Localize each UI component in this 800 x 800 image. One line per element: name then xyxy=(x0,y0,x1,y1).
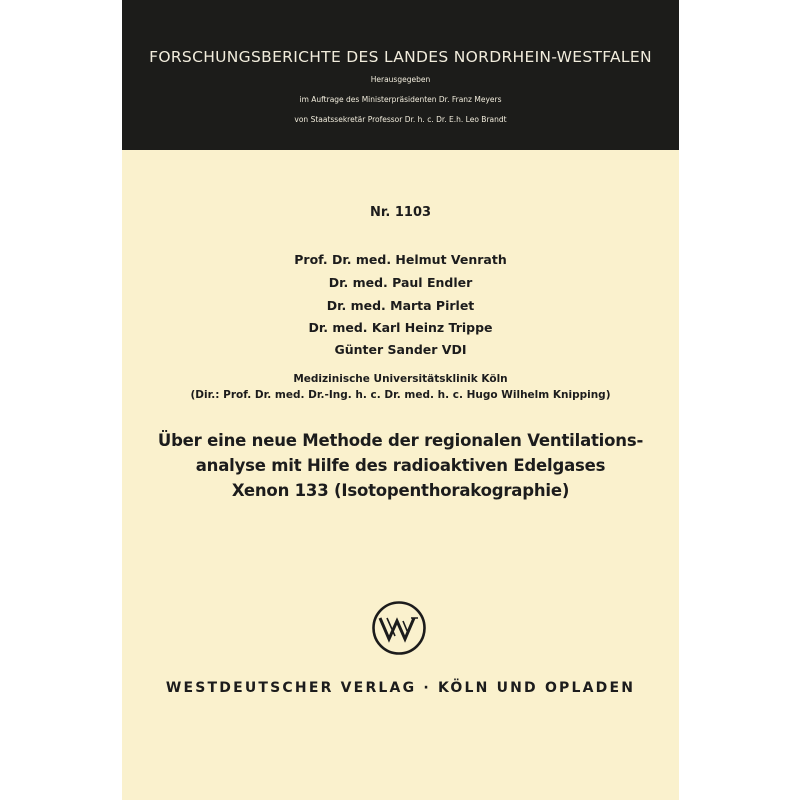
book-cover xyxy=(122,0,679,800)
author-name: Dr. med. Karl Heinz Trippe xyxy=(308,320,493,335)
publisher-imprint: WESTDEUTSCHER VERLAG · KÖLN UND OPLADEN xyxy=(165,680,636,696)
book-title-line: analyse mit Hilfe des radioaktiven Edelgases xyxy=(195,456,606,475)
author-name: Dr. med. Paul Endler xyxy=(328,275,473,290)
report-number: Nr. 1103 xyxy=(369,205,432,220)
book-title-line: Über eine neue Methode der regionalen Ventilations- xyxy=(157,431,644,450)
editor-line: von Staatssekretär Professor Dr. h. c. Dr. E.h. Leo Brandt xyxy=(294,115,507,124)
author-name: Dr. med. Marta Pirlet xyxy=(326,298,475,313)
book-title-line: Xenon 133 (Isotopenthorakographie) xyxy=(231,481,570,500)
editor-line: Herausgegeben xyxy=(370,75,431,84)
author-name: Prof. Dr. med. Helmut Venrath xyxy=(294,252,507,267)
institution-name: Medizinische Universitätsklinik Köln xyxy=(293,373,508,385)
author-name: Günter Sander VDI xyxy=(334,342,467,357)
institution-director: (Dir.: Prof. Dr. med. Dr.-Ing. h. c. Dr. med. h. c. Hugo Wilhelm Knipping) xyxy=(190,389,611,401)
editor-line: im Auftrage des Ministerpräsidenten Dr. Franz Meyers xyxy=(299,95,502,104)
publisher-logo-icon xyxy=(371,600,427,656)
series-header-band xyxy=(122,0,679,150)
series-title: FORSCHUNGSBERICHTE DES LANDES NORDRHEIN-WESTFALEN xyxy=(149,48,652,66)
